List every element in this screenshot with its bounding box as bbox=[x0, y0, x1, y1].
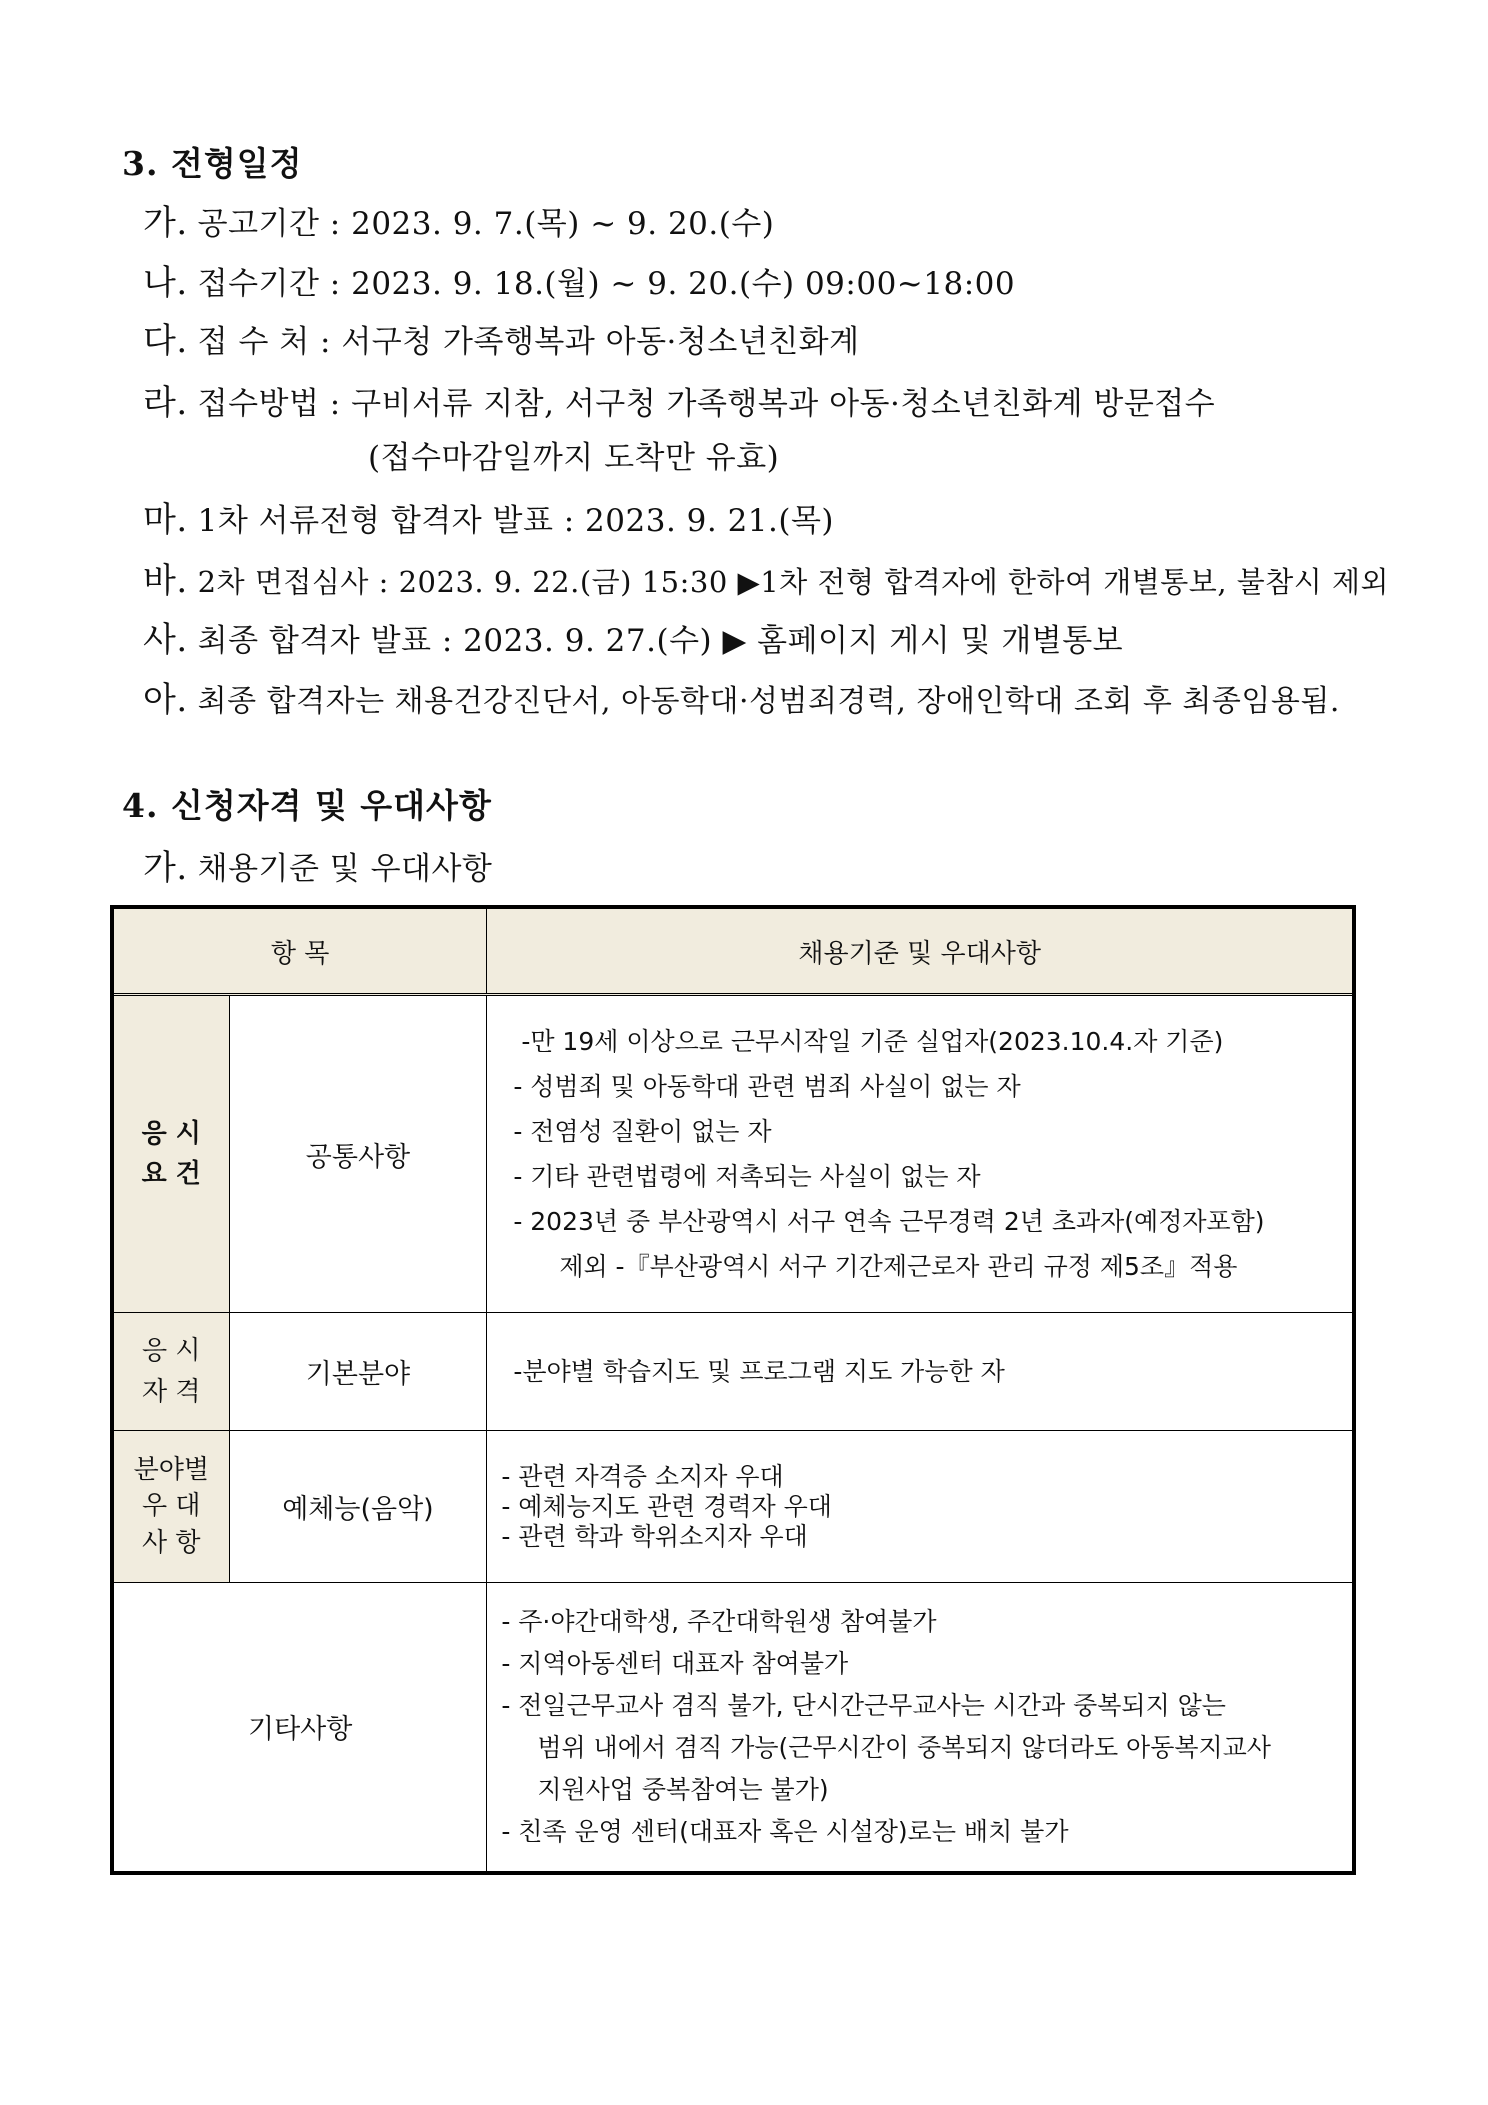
category-line: 우 대 bbox=[142, 1491, 201, 1522]
category-line: 요 건 bbox=[141, 1159, 201, 1189]
category-cell bbox=[112, 1431, 229, 1583]
criteria-line: - 기타 관련법령에 저촉되는 사실이 없는 자 bbox=[513, 1162, 981, 1191]
item-marker: 나. bbox=[143, 263, 188, 303]
criteria-line: - 관련 학과 학위소지자 우대 bbox=[501, 1521, 808, 1551]
requirements-table bbox=[110, 905, 1356, 1875]
schedule-item-na bbox=[143, 255, 1015, 304]
criteria-line: -분야별 학습지도 및 프로그램 지도 가능한 자 bbox=[513, 1357, 1005, 1386]
criteria-line: - 지역아동센터 대표자 참여불가 bbox=[501, 1648, 849, 1678]
criteria-line: -만 19세 이상으로 근무시작일 기준 실업자(2023.10.4.자 기준) bbox=[521, 1027, 1224, 1056]
category-line: 응 시 bbox=[142, 1336, 201, 1367]
category-line: 분야별 bbox=[133, 1454, 209, 1485]
criteria-line: - 전염성 질환이 없는 자 bbox=[513, 1117, 772, 1146]
category-line: 자 격 bbox=[142, 1376, 201, 1407]
item-text: 접수기간 : 2023. 9. 18.(월) ~ 9. 20.(수) 09:00~18:00 bbox=[197, 266, 1016, 302]
item-text: (접수마감일까지 도착만 유효) bbox=[368, 440, 780, 476]
schedule-item-sa bbox=[143, 612, 1123, 661]
criteria-line: - 전일근무교사 겸직 불가, 단시간근무교사는 시간과 중복되지 않는 bbox=[501, 1690, 1226, 1720]
item-text: 최종 합격자 발표 : 2023. 9. 27.(수) ▶ 홈페이지 게시 및 개별통보 bbox=[197, 623, 1124, 659]
item-marker: 마. bbox=[143, 500, 188, 540]
item-marker: 가. bbox=[143, 848, 188, 888]
item-text: 최종 합격자는 채용건강진단서, 아동학대·성범죄경력, 장애인학대 조회 후 최종임용됨. bbox=[197, 684, 1340, 719]
item-marker: 다. bbox=[143, 321, 188, 361]
criteria-cell bbox=[487, 1313, 1354, 1431]
item-text: 접 수 처 : 서구청 가족행복과 아동·청소년친화계 bbox=[197, 324, 860, 360]
schedule-item-a bbox=[143, 672, 1340, 721]
category-cell bbox=[112, 1313, 229, 1431]
schedule-item-ma bbox=[143, 492, 834, 541]
item-text: 채용기준 및 우대사항 bbox=[197, 851, 493, 887]
criteria-line: 범위 내에서 겸직 가능(근무시간이 중복되지 않더라도 아동복지교사 bbox=[537, 1732, 1271, 1762]
criteria-line: - 주·야간대학생, 주간대학원생 참여불가 bbox=[501, 1606, 937, 1636]
item-text: 1차 서류전형 합격자 발표 : 2023. 9. 21.(목) bbox=[197, 503, 835, 539]
item-marker: 사. bbox=[143, 620, 188, 660]
criteria-line: 지원사업 중복참여는 불가) bbox=[537, 1774, 829, 1804]
section-4-sub bbox=[143, 840, 492, 889]
criteria-line: - 예체능지도 관련 경력자 우대 bbox=[501, 1491, 832, 1521]
schedule-item-ba bbox=[143, 553, 1389, 602]
criteria-cell bbox=[487, 1583, 1354, 1873]
category-line: 응 시 bbox=[141, 1118, 201, 1149]
schedule-item-ga bbox=[143, 195, 774, 244]
section-3-title: 3. 전형일정 bbox=[122, 144, 303, 183]
item-text: 공고기간 : 2023. 9. 7.(목) ~ 9. 20.(수) bbox=[197, 206, 775, 242]
item-text: 2차 면접심사 : 2023. 9. 22.(금) 15:30 ▶1차 전형 합격자에 한하여 개별통보, 불참시 제외 bbox=[197, 565, 1390, 599]
table-row bbox=[112, 1313, 1354, 1431]
item-cell: 기본분야 bbox=[229, 1313, 487, 1431]
item-text: 접수방법 : 구비서류 지참, 서구청 가족행복과 아동·청소년친화계 방문접수 bbox=[197, 386, 1216, 422]
schedule-item-ra bbox=[143, 375, 1215, 424]
criteria-line: 제외 -『부산광역시 서구 기간제근로자 관리 규정 제5조』적용 bbox=[559, 1252, 1238, 1281]
criteria-cell bbox=[487, 995, 1354, 1313]
criteria-line: - 2023년 중 부산광역시 서구 연속 근무경력 2년 초과자(예정자포함) bbox=[513, 1207, 1265, 1236]
item-cell: 공통사항 bbox=[229, 995, 487, 1313]
table-row bbox=[112, 1431, 1354, 1583]
category-line: 사 항 bbox=[142, 1527, 201, 1558]
schedule-item-da bbox=[143, 313, 860, 362]
table-row bbox=[112, 995, 1354, 1313]
criteria-line: - 성범죄 및 아동학대 관련 범죄 사실이 없는 자 bbox=[513, 1072, 1021, 1101]
item-marker: 바. bbox=[143, 561, 188, 601]
header-criteria: 채용기준 및 우대사항 bbox=[487, 907, 1354, 995]
category-cell bbox=[112, 995, 229, 1313]
table-row bbox=[112, 1583, 1354, 1873]
item-marker: 라. bbox=[143, 383, 188, 423]
criteria-line: - 관련 자격증 소지자 우대 bbox=[501, 1461, 784, 1491]
header-item: 항 목 bbox=[112, 907, 487, 995]
item-marker: 가. bbox=[143, 203, 188, 243]
item-cell: 예체능(음악) bbox=[229, 1431, 487, 1583]
criteria-line: - 친족 운영 센터(대표자 혹은 시설장)로는 배치 불가 bbox=[501, 1816, 1069, 1846]
table-header-row bbox=[112, 907, 1354, 995]
section-4-title: 4. 신청자격 및 우대사항 bbox=[122, 786, 492, 825]
item-cell: 기타사항 bbox=[112, 1583, 487, 1873]
item-marker: 아. bbox=[143, 680, 188, 720]
schedule-item-ra-note bbox=[368, 432, 779, 477]
criteria-cell bbox=[487, 1431, 1354, 1583]
